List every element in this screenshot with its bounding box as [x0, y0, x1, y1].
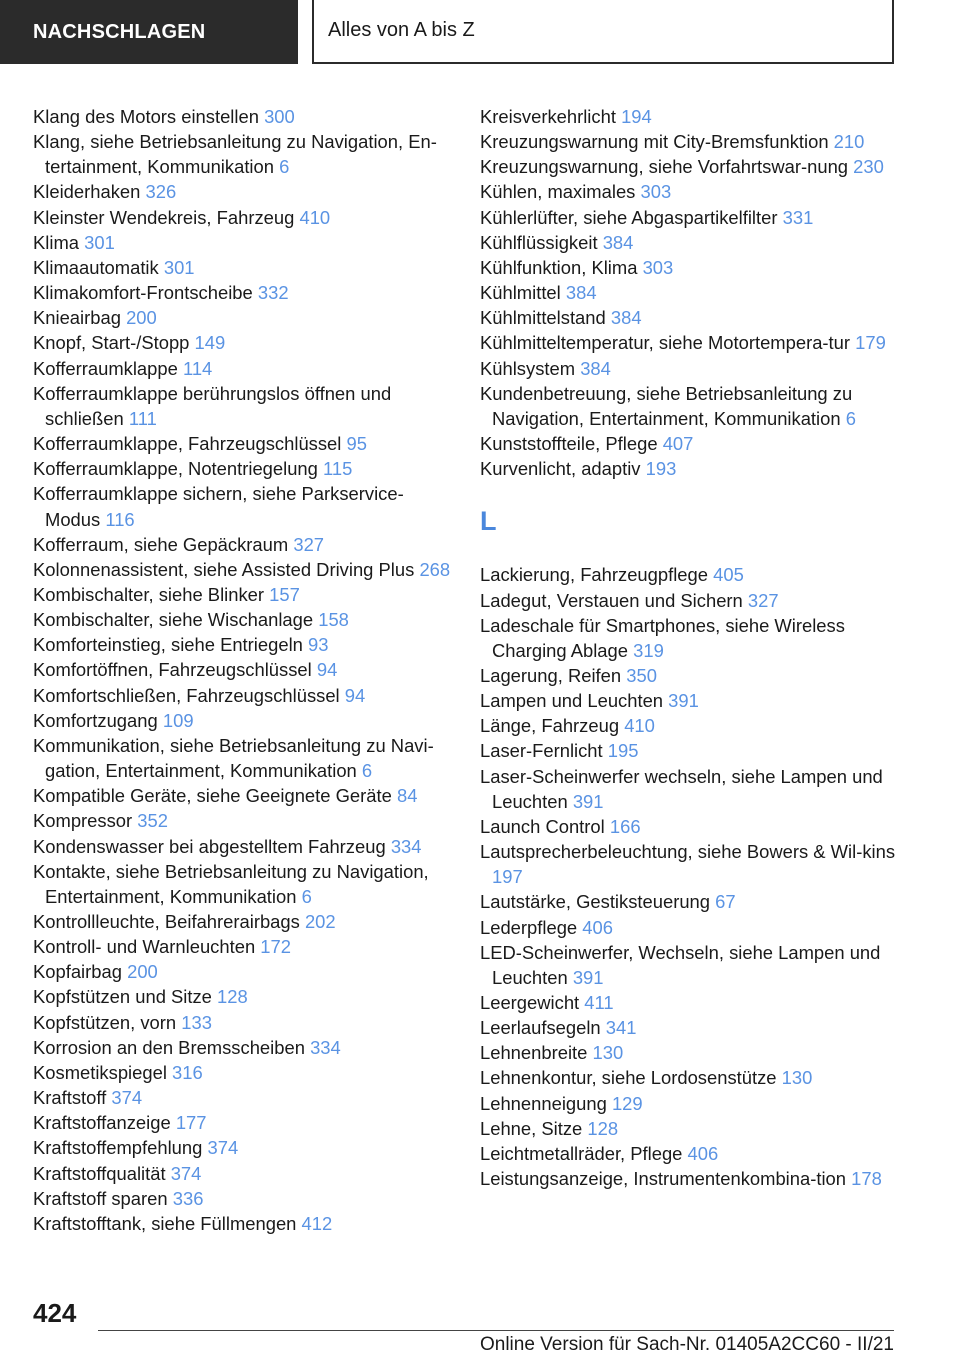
index-entry [33, 1035, 453, 1060]
index-entry [33, 456, 453, 481]
index-entry [33, 1085, 453, 1110]
page-reference-link[interactable]: 93 [308, 634, 329, 656]
index-entry-term: Kraftstoffqualität [33, 1162, 166, 1184]
page-reference-link[interactable]: 316 [172, 1061, 203, 1083]
footer-divider [98, 1330, 894, 1331]
page-reference-link[interactable]: 130 [592, 1042, 624, 1064]
page-reference-link[interactable]: 179 [855, 332, 886, 354]
index-entry [33, 834, 453, 859]
index-entry [480, 889, 900, 914]
index-entry-term: Kundenbetreuung, siehe Betriebsanleitung zu Navigation, Entertainment, Kommunikation [480, 382, 853, 429]
index-entry [480, 940, 900, 990]
index-entry-term: Kreuzungswarnung mit City-Bremsfunktion [480, 131, 829, 153]
page-reference-link[interactable]: 230 [853, 156, 884, 178]
index-entry [33, 708, 453, 733]
index-entry-term: Kombischalter, siehe Blinker [33, 583, 265, 605]
index-entry-term: Kühlen, maximales [480, 181, 636, 203]
page-reference-link[interactable]: 158 [318, 609, 349, 631]
page-reference-link[interactable]: 410 [299, 206, 331, 228]
index-entry-term: Lackierung, Fahrzeugpflege [480, 564, 708, 586]
index-entry [480, 255, 900, 280]
index-entry [480, 230, 900, 255]
index-entry [480, 456, 900, 481]
index-entry [480, 1116, 900, 1141]
index-entry-term: Kofferraum, siehe Gepäckraum [33, 533, 289, 555]
index-entry-term: Kühlmittelstand [480, 307, 606, 329]
page-reference-link[interactable]: 94 [316, 659, 338, 681]
index-entry-term: Kraftstoffempfehlung [33, 1137, 203, 1159]
index-entry-term: Kurvenlicht, adaptiv [480, 458, 641, 480]
page-reference-link[interactable]: 116 [105, 508, 135, 530]
index-entry [33, 431, 453, 456]
index-entry [33, 859, 453, 909]
index-entry-term: Komfortöffnen, Fahrzeugschlüssel [33, 659, 312, 681]
index-entry [33, 607, 453, 632]
page-reference-link[interactable]: 391 [572, 790, 604, 812]
chapter-title: Alles von A bis Z [312, 0, 894, 64]
index-entry-term: Klima [33, 231, 79, 253]
index-entry [480, 1040, 900, 1065]
page-reference-link[interactable]: 128 [587, 1117, 619, 1139]
index-entry [480, 1091, 900, 1116]
index-entry [33, 934, 453, 959]
index-entry [33, 1110, 453, 1135]
index-entry [480, 104, 900, 129]
section-tab: NACHSCHLAGEN [0, 0, 298, 64]
index-entry [480, 738, 900, 763]
index-entry-term: Kreuzungswarnung, siehe Vorfahrtswar-nung [480, 156, 849, 178]
index-entry-term: Klimakomfort-Frontscheibe [33, 282, 253, 304]
index-entry-term: Kompressor [33, 810, 133, 832]
index-entry [33, 683, 453, 708]
index-entry [480, 179, 900, 204]
page-reference-link[interactable]: 350 [626, 664, 657, 686]
index-entry [33, 205, 453, 230]
page-reference-link[interactable]: 109 [162, 709, 194, 731]
index-entry-term: Kofferraumklappe, Notentriegelung [33, 458, 318, 480]
page-reference-link[interactable]: 128 [217, 986, 248, 1008]
page-reference-link[interactable]: 268 [419, 558, 451, 580]
index-entry-term: Klimaautomatik [33, 256, 159, 278]
page-reference-link[interactable]: 194 [621, 106, 652, 127]
index-entry-term: Leistungsanzeige, Instrumentenkombina-tion [480, 1168, 846, 1190]
page-reference-link[interactable]: 133 [181, 1011, 212, 1033]
page-reference-link[interactable]: 195 [607, 740, 639, 762]
index-entry-term: Kontroll- und Warnleuchten [33, 936, 256, 958]
index-entry [33, 1161, 453, 1186]
page-reference-link[interactable]: 6 [361, 760, 373, 782]
index-entry-term: Launch Control [480, 815, 605, 837]
page-reference-link[interactable]: 352 [137, 810, 168, 832]
page-reference-link[interactable]: 149 [194, 332, 226, 354]
index-entry-term: Kopfairbag [33, 961, 122, 983]
index-entry [480, 1166, 900, 1191]
page-reference-link[interactable]: 412 [301, 1212, 333, 1234]
index-entry [33, 356, 453, 381]
index-entry [480, 129, 900, 154]
index-entry-term: Kopfstützen, vorn [33, 1011, 177, 1033]
index-entry [33, 1211, 453, 1236]
index-entry [33, 280, 453, 305]
page-reference-link[interactable]: 178 [851, 1168, 882, 1190]
index-entry-term: Kühlmittel [480, 282, 561, 304]
page-reference-link[interactable]: 384 [610, 307, 642, 329]
page-reference-link[interactable]: 6 [845, 407, 856, 429]
page-reference-link[interactable]: 6 [301, 885, 312, 907]
index-entry [480, 381, 900, 431]
index-list-k [480, 104, 900, 481]
page-reference-link[interactable]: 391 [668, 690, 699, 712]
index-entry-term: Kühlflüssigkeit [480, 231, 598, 253]
index-entry [33, 657, 453, 682]
page-reference-link[interactable]: 210 [833, 131, 865, 153]
page-reference-link[interactable]: 407 [662, 433, 694, 455]
index-entry-term: LED-Scheinwerfer, Wechseln, siehe Lampen und Leuchten [480, 941, 881, 988]
index-entry-term: Kopfstützen und Sitze [33, 986, 212, 1008]
section-letter-heading: L [480, 506, 497, 537]
page-reference-link[interactable]: 374 [111, 1087, 143, 1109]
page-reference-link[interactable]: 319 [633, 639, 664, 661]
index-entry-term: Ladegut, Verstauen und Sichern [480, 589, 743, 611]
page-reference-link[interactable]: 332 [257, 282, 289, 304]
index-entry-term: Komfortzugang [33, 709, 158, 731]
page-reference-link[interactable]: 384 [565, 282, 597, 304]
index-entry [480, 839, 900, 889]
index-entry-term: Lagerung, Reifen [480, 664, 622, 686]
page-reference-link[interactable]: 67 [715, 891, 736, 913]
index-entry [33, 330, 453, 355]
index-entry-term: Kondenswasser bei abgestelltem Fahrzeug [33, 835, 386, 857]
page-reference-link[interactable]: 384 [580, 357, 611, 379]
index-entry-term: Kofferraumklappe sichern, siehe Parkservice-Modus [33, 483, 404, 530]
index-entry-term: Lautsprecherbeleuchtung, siehe Bowers & Wil-kins [480, 841, 896, 863]
index-entry [33, 230, 453, 255]
index-entry-term: Kosmetikspiegel [33, 1061, 167, 1083]
index-entry-term: Kühlfunktion, Klima [480, 256, 638, 278]
page-reference-link[interactable]: 391 [572, 966, 604, 988]
index-entry [33, 255, 453, 280]
index-entry [33, 733, 453, 783]
page-reference-link[interactable]: 331 [782, 206, 814, 228]
index-entry-term: Laser-Scheinwerfer wechseln, siehe Lampen und Leuchten [480, 765, 883, 812]
page-reference-link[interactable]: 334 [390, 835, 422, 857]
page-reference-link[interactable]: 334 [310, 1036, 341, 1058]
index-entry [33, 959, 453, 984]
index-entry-term: Klang, siehe Betriebsanleitung zu Navigation, En-tertainment, Kommunikation [33, 131, 437, 178]
index-entry [480, 688, 900, 713]
page-reference-link[interactable]: 327 [747, 589, 779, 611]
index-entry [33, 557, 453, 582]
page-reference-link[interactable]: 303 [642, 256, 674, 278]
page-reference-link[interactable]: 94 [344, 684, 366, 706]
index-entry [33, 1186, 453, 1211]
page-reference-link[interactable]: 111 [128, 407, 157, 429]
index-entry [480, 588, 900, 613]
page-reference-link[interactable]: 200 [127, 961, 158, 983]
index-entry-term: Klang des Motors einstellen [33, 106, 259, 127]
index-entry [33, 481, 453, 531]
index-entry [480, 1141, 900, 1166]
page-reference-link[interactable]: 336 [172, 1187, 204, 1209]
index-entry [480, 1065, 900, 1090]
page-reference-link[interactable]: 114 [182, 357, 213, 379]
index-entry-term: Kühlsystem [480, 357, 576, 379]
index-entry-term: Kombischalter, siehe Wischanlage [33, 609, 314, 631]
index-entry-term: Leichtmetallräder, Pflege [480, 1142, 683, 1164]
page-reference-link[interactable]: 197 [492, 866, 523, 888]
index-entry-term: Kleinster Wendekreis, Fahrzeug [33, 206, 295, 228]
index-entry-term: Kolonnenassistent, siehe Assisted Driving Plus [33, 558, 415, 580]
page-reference-link[interactable]: 406 [687, 1142, 719, 1164]
index-entry-term: Kontrollleuchte, Beifahrerairbags [33, 911, 300, 932]
index-entry [33, 1060, 453, 1085]
index-entry [480, 915, 900, 940]
index-list-l [480, 562, 900, 1191]
index-entry [480, 280, 900, 305]
page-reference-link[interactable]: 326 [145, 181, 177, 203]
index-entry [480, 814, 900, 839]
page-reference-link[interactable]: 166 [609, 815, 641, 837]
index-entry [33, 381, 453, 431]
index-entry-term: Knieairbag [33, 307, 121, 329]
page-reference-link[interactable]: 115 [323, 458, 353, 480]
index-entry [480, 562, 900, 587]
index-entry-term: Leergewicht [480, 992, 580, 1013]
index-entry-term: Lautstärke, Gestiksteuerung [480, 891, 711, 913]
index-entry-term: Lehnenbreite [480, 1042, 588, 1064]
page-reference-link[interactable]: 406 [582, 916, 613, 938]
index-entry [33, 984, 453, 1009]
index-entry [33, 129, 453, 179]
index-entry [480, 1015, 900, 1040]
index-entry [480, 205, 900, 230]
page-reference-link[interactable]: 177 [175, 1112, 207, 1134]
page-reference-link[interactable]: 384 [602, 231, 634, 253]
index-column-right [480, 104, 900, 1191]
index-entry-term: Kompatible Geräte, siehe Geeignete Geräte [33, 785, 392, 807]
index-entry [33, 909, 453, 934]
index-entry [480, 305, 900, 330]
index-entry-term: Komforteinstieg, siehe Entriegeln [33, 634, 303, 656]
index-entry-term: Kunststoffteile, Pflege [480, 433, 658, 455]
page-reference-link[interactable]: 374 [207, 1137, 239, 1159]
index-entry [33, 104, 453, 129]
index-entry [33, 305, 453, 330]
index-entry [33, 808, 453, 833]
page-reference-link[interactable]: 200 [126, 307, 157, 329]
index-entry [480, 613, 900, 663]
index-entry-term: Lehne, Sitze [480, 1117, 583, 1139]
index-entry [33, 1010, 453, 1035]
index-entry-term: Kraftstofftank, siehe Füllmengen [33, 1212, 297, 1234]
index-entry-term: Kühlmitteltemperatur, siehe Motortempera-tur [480, 332, 851, 354]
index-entry-term: Länge, Fahrzeug [480, 715, 620, 737]
index-entry-term: Komfortschließen, Fahrzeugschlüssel [33, 684, 340, 706]
index-entry [480, 663, 900, 688]
index-entry-term: Lampen und Leuchten [480, 690, 664, 712]
index-entry [33, 532, 453, 557]
page-reference-link[interactable]: 84 [396, 785, 418, 807]
index-entry [33, 1135, 453, 1160]
index-entry [480, 764, 900, 814]
index-entry-term: Lehnenkontur, siehe Lordosenstütze [480, 1067, 777, 1089]
page-reference-link[interactable]: 130 [781, 1067, 813, 1089]
index-entry-term: Kontakte, siehe Betriebsanleitung zu Navigation, Entertainment, Kommunikation [33, 860, 429, 907]
page-reference-link[interactable]: 300 [264, 106, 295, 127]
index-entry [480, 356, 900, 381]
index-column-left [33, 104, 453, 1236]
index-entry [33, 632, 453, 657]
index-entry [480, 713, 900, 738]
page-reference-link[interactable]: 129 [611, 1092, 643, 1114]
index-entry-term: Leerlaufsegeln [480, 1017, 601, 1039]
index-entry-term: Lederpflege [480, 916, 578, 938]
page-reference-link[interactable]: 405 [713, 564, 744, 586]
index-entry [480, 330, 900, 355]
index-entry-term: Laser-Fernlicht [480, 740, 603, 762]
index-entry [33, 179, 453, 204]
page-reference-link[interactable]: 202 [304, 911, 336, 932]
page-reference-link[interactable]: 341 [605, 1017, 637, 1039]
index-entry-term: Kommunikation, siehe Betriebsanleitung zu Navi-gation, Entertainment, Kommunikation [33, 734, 434, 782]
index-entry-term: Kraftstoffanzeige [33, 1112, 171, 1134]
index-entry-term: Kühlerlüfter, siehe Abgaspartikelfilter [480, 206, 778, 228]
page-reference-link[interactable]: 172 [260, 936, 291, 958]
index-entry [480, 990, 900, 1015]
index-entry [33, 783, 453, 808]
page-reference-link[interactable]: 301 [163, 256, 195, 278]
page-number: 424 [33, 1298, 77, 1328]
page-reference-link[interactable]: 301 [84, 231, 115, 253]
index-entry-term: Kofferraumklappe, Fahrzeugschlüssel [33, 433, 342, 455]
page-reference-link[interactable]: 411 [584, 992, 614, 1013]
index-entry-term: Ladeschale für Smartphones, siehe Wireless Charging Ablage [480, 614, 845, 661]
index-entry-term: Kraftstoff sparen [33, 1187, 168, 1209]
index-entry-term: Kleiderhaken [33, 181, 141, 203]
index-entry [480, 154, 900, 179]
page-reference-link[interactable]: 157 [269, 583, 300, 605]
page-reference-link[interactable]: 374 [170, 1162, 202, 1184]
footer-version-text: Online Version für Sach-Nr. 01405A2CC60 - II/21 [479, 1334, 894, 1355]
index-entry-term: Kreisverkehrlicht [480, 106, 616, 127]
index-entry [480, 431, 900, 456]
index-entry [33, 582, 453, 607]
page-reference-link[interactable]: 410 [624, 715, 655, 737]
page-reference-link[interactable]: 6 [279, 156, 290, 178]
page-reference-link[interactable]: 193 [645, 458, 677, 480]
index-entry-term: Kofferraumklappe [33, 357, 178, 379]
page-reference-link[interactable]: 95 [346, 433, 367, 455]
page-reference-link[interactable]: 303 [640, 181, 672, 203]
index-entry-term: Lehnenneigung [480, 1092, 607, 1114]
page-reference-link[interactable]: 327 [293, 533, 325, 555]
index-entry-term: Kraftstoff [33, 1087, 107, 1109]
index-entry-term: Kofferraumklappe berührungslos öffnen und schließen [33, 382, 392, 429]
index-entry-term: Knopf, Start-/Stopp [33, 332, 190, 354]
index-entry-term: Korrosion an den Bremsscheiben [33, 1036, 305, 1058]
